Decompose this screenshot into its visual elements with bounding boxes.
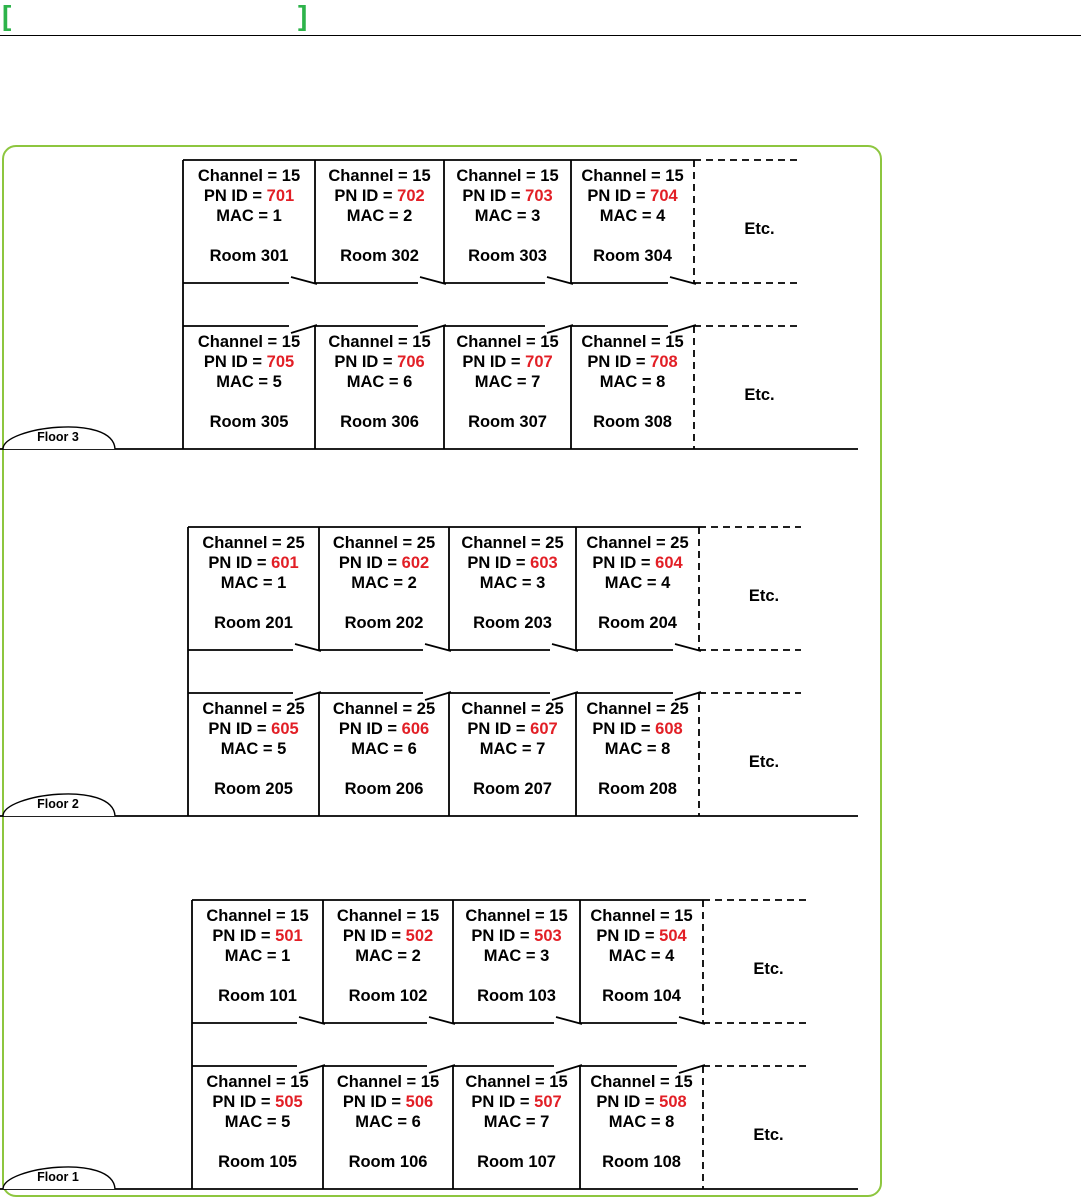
pn-id-label: PN ID = 707 bbox=[462, 353, 553, 371]
room-cell bbox=[586, 534, 688, 632]
room-cell bbox=[206, 907, 308, 1005]
mac-label: MAC = 5 bbox=[220, 740, 287, 758]
room-cell bbox=[586, 700, 688, 798]
channel-label: Channel = 15 bbox=[465, 1073, 568, 1091]
pn-id-label: PN ID = 606 bbox=[338, 720, 430, 738]
pn-id-value: 707 bbox=[525, 353, 553, 371]
etc-label: Etc. bbox=[748, 587, 780, 605]
door-icon bbox=[425, 692, 451, 700]
room-name: Room 107 bbox=[477, 1153, 556, 1171]
pn-id-value: 605 bbox=[271, 720, 299, 738]
mac-label: MAC = 4 bbox=[599, 207, 666, 225]
etc-label: Etc. bbox=[753, 1126, 784, 1144]
floor-label: Floor 1 bbox=[37, 1170, 79, 1184]
pn-id-value: 708 bbox=[650, 353, 678, 371]
channel-label: Channel = 15 bbox=[590, 1073, 693, 1091]
mac-label: MAC = 3 bbox=[483, 947, 550, 965]
room-name: Room 302 bbox=[340, 247, 419, 265]
pn-id-value: 603 bbox=[530, 554, 558, 572]
channel-label: Channel = 15 bbox=[206, 907, 309, 925]
room-name: Room 303 bbox=[468, 247, 547, 265]
channel-label: Channel = 15 bbox=[206, 1073, 309, 1091]
room-name: Room 206 bbox=[344, 780, 424, 798]
door-icon bbox=[429, 1017, 455, 1024]
mac-label: MAC = 8 bbox=[608, 1113, 675, 1131]
pn-id-value: 503 bbox=[534, 927, 562, 945]
pn-id-label: PN ID = 603 bbox=[467, 554, 558, 572]
room-name: Room 207 bbox=[473, 780, 552, 798]
channel-label: Channel = 15 bbox=[456, 333, 559, 351]
pn-id-value: 702 bbox=[397, 187, 425, 205]
room-name: Room 201 bbox=[214, 614, 293, 632]
door-icon bbox=[670, 325, 696, 333]
room-name: Room 202 bbox=[344, 614, 424, 632]
mac-label: MAC = 7 bbox=[474, 373, 541, 391]
channel-label: Channel = 25 bbox=[461, 700, 564, 718]
pn-id-label: PN ID = 503 bbox=[471, 927, 562, 945]
room-name: Room 304 bbox=[593, 247, 672, 265]
floor-3-group bbox=[0, 160, 858, 449]
room-name: Room 103 bbox=[477, 987, 556, 1005]
floor-1-group bbox=[0, 900, 858, 1189]
door-icon bbox=[556, 1065, 582, 1073]
channel-label: Channel = 15 bbox=[197, 167, 301, 185]
mac-label: MAC = 7 bbox=[479, 740, 546, 758]
room-name: Room 204 bbox=[598, 614, 677, 632]
room-cell bbox=[202, 700, 304, 798]
channel-label: Channel = 25 bbox=[332, 534, 436, 552]
pn-id-value: 601 bbox=[271, 554, 299, 572]
mac-label: MAC = 7 bbox=[483, 1113, 550, 1131]
channel-label: Channel = 15 bbox=[581, 333, 684, 351]
room-name: Room 106 bbox=[348, 1153, 428, 1171]
room-cell bbox=[328, 333, 430, 431]
pn-id-label: PN ID = 504 bbox=[596, 927, 687, 945]
etc-label: Etc. bbox=[744, 220, 775, 238]
pn-id-value: 703 bbox=[525, 187, 553, 205]
room-cell bbox=[202, 534, 304, 632]
door-icon bbox=[552, 692, 578, 700]
pn-id-label: PN ID = 605 bbox=[208, 720, 299, 738]
pn-id-label: PN ID = 506 bbox=[342, 1093, 434, 1111]
channel-label: Channel = 15 bbox=[465, 907, 568, 925]
door-icon bbox=[675, 692, 701, 700]
mac-label: MAC = 8 bbox=[599, 373, 666, 391]
pn-id-label: PN ID = 702 bbox=[334, 187, 425, 205]
room-cell bbox=[465, 907, 567, 1005]
pn-id-label: PN ID = 703 bbox=[462, 187, 553, 205]
channel-label: Channel = 25 bbox=[586, 700, 689, 718]
channel-label: Channel = 15 bbox=[581, 167, 684, 185]
room-name: Room 306 bbox=[340, 413, 419, 431]
pn-id-label: PN ID = 706 bbox=[334, 353, 425, 371]
mac-label: MAC = 5 bbox=[224, 1113, 291, 1131]
pn-id-value: 608 bbox=[655, 720, 683, 738]
door-icon bbox=[295, 644, 321, 651]
mac-label: MAC = 2 bbox=[346, 207, 413, 225]
room-cell bbox=[456, 333, 558, 431]
room-name: Room 205 bbox=[214, 780, 293, 798]
room-cell bbox=[581, 333, 683, 431]
channel-label: Channel = 25 bbox=[202, 534, 305, 552]
mac-label: MAC = 3 bbox=[479, 574, 546, 592]
room-name: Room 305 bbox=[209, 413, 289, 431]
floor-2-group bbox=[0, 527, 858, 816]
pn-id-value: 507 bbox=[534, 1093, 562, 1111]
pn-id-label: PN ID = 602 bbox=[338, 554, 430, 572]
room-cell bbox=[461, 534, 563, 632]
pn-id-value: 606 bbox=[401, 720, 430, 738]
pn-id-label: PN ID = 701 bbox=[203, 187, 295, 205]
mac-label: MAC = 4 bbox=[604, 574, 671, 592]
mac-label: MAC = 2 bbox=[351, 574, 417, 592]
door-icon bbox=[547, 277, 573, 284]
pn-id-value: 706 bbox=[397, 353, 425, 371]
mac-label: MAC = 6 bbox=[351, 740, 417, 758]
pn-id-value: 505 bbox=[275, 1093, 303, 1111]
mac-label: MAC = 1 bbox=[216, 207, 282, 225]
pn-id-value: 504 bbox=[659, 927, 687, 945]
mac-label: MAC = 1 bbox=[220, 574, 287, 592]
pn-id-value: 701 bbox=[266, 187, 295, 205]
room-name: Room 102 bbox=[348, 987, 428, 1005]
door-icon bbox=[420, 325, 446, 333]
room-cell bbox=[590, 1073, 692, 1171]
pn-id-label: PN ID = 705 bbox=[203, 353, 295, 371]
pn-id-value: 604 bbox=[655, 554, 683, 572]
pn-id-value: 508 bbox=[659, 1093, 687, 1111]
pn-id-label: PN ID = 502 bbox=[342, 927, 434, 945]
room-cell bbox=[581, 167, 683, 265]
floor-label: Floor 3 bbox=[37, 430, 79, 444]
pn-id-value: 602 bbox=[401, 554, 430, 572]
door-icon bbox=[291, 325, 317, 333]
mac-label: MAC = 4 bbox=[608, 947, 675, 965]
door-icon bbox=[299, 1065, 325, 1073]
channel-label: Channel = 25 bbox=[586, 534, 689, 552]
pn-id-value: 705 bbox=[266, 353, 295, 371]
pn-id-label: PN ID = 708 bbox=[587, 353, 678, 371]
door-icon bbox=[547, 325, 573, 333]
room-name: Room 108 bbox=[602, 1153, 681, 1171]
channel-label: Channel = 25 bbox=[332, 700, 436, 718]
room-cell bbox=[198, 167, 300, 265]
door-icon bbox=[295, 692, 321, 700]
pn-id-value: 607 bbox=[530, 720, 558, 738]
room-cell bbox=[337, 907, 439, 1005]
pn-id-label: PN ID = 505 bbox=[212, 1093, 303, 1111]
door-icon bbox=[425, 644, 451, 651]
channel-label: Channel = 15 bbox=[328, 167, 431, 185]
room-cell bbox=[456, 167, 558, 265]
room-name: Room 105 bbox=[218, 1153, 297, 1171]
channel-label: Channel = 15 bbox=[336, 1073, 440, 1091]
room-name: Room 203 bbox=[473, 614, 552, 632]
door-icon bbox=[291, 277, 317, 284]
pn-id-value: 704 bbox=[650, 187, 678, 205]
bracket-right: ] bbox=[298, 0, 308, 31]
door-icon bbox=[679, 1065, 705, 1073]
room-cell bbox=[198, 333, 300, 431]
room-name: Room 301 bbox=[209, 247, 289, 265]
pn-id-label: PN ID = 704 bbox=[587, 187, 678, 205]
door-icon bbox=[299, 1017, 325, 1024]
room-cell bbox=[206, 1073, 308, 1171]
mac-label: MAC = 6 bbox=[346, 373, 413, 391]
pn-id-value: 502 bbox=[405, 927, 434, 945]
mac-label: MAC = 2 bbox=[355, 947, 421, 965]
room-cell bbox=[333, 700, 435, 798]
mac-label: MAC = 8 bbox=[604, 740, 671, 758]
channel-label: Channel = 15 bbox=[590, 907, 693, 925]
pn-id-label: PN ID = 607 bbox=[467, 720, 558, 738]
room-name: Room 308 bbox=[593, 413, 672, 431]
room-cell bbox=[461, 700, 563, 798]
door-icon bbox=[552, 644, 578, 651]
room-cell bbox=[328, 167, 430, 265]
etc-label: Etc. bbox=[753, 960, 784, 978]
pn-id-label: PN ID = 604 bbox=[592, 554, 683, 572]
pn-id-value: 501 bbox=[275, 927, 303, 945]
mac-label: MAC = 3 bbox=[474, 207, 541, 225]
mac-label: MAC = 5 bbox=[216, 373, 282, 391]
etc-label: Etc. bbox=[744, 386, 775, 404]
room-cell bbox=[337, 1073, 439, 1171]
pn-id-label: PN ID = 601 bbox=[208, 554, 299, 572]
door-icon bbox=[679, 1017, 705, 1024]
door-icon bbox=[556, 1017, 582, 1024]
pn-id-label: PN ID = 501 bbox=[212, 927, 303, 945]
pn-id-label: PN ID = 608 bbox=[592, 720, 683, 738]
pn-id-value: 506 bbox=[405, 1093, 434, 1111]
etc-label: Etc. bbox=[748, 753, 780, 771]
bracket-left: [ bbox=[2, 0, 12, 31]
channel-label: Channel = 25 bbox=[202, 700, 305, 718]
pn-id-label: PN ID = 507 bbox=[471, 1093, 562, 1111]
door-icon bbox=[429, 1065, 455, 1073]
mac-label: MAC = 1 bbox=[224, 947, 291, 965]
channel-label: Channel = 15 bbox=[336, 907, 440, 925]
door-icon bbox=[420, 277, 446, 284]
channel-label: Channel = 15 bbox=[197, 333, 301, 351]
room-name: Room 208 bbox=[598, 780, 677, 798]
pn-id-label: PN ID = 508 bbox=[596, 1093, 687, 1111]
channel-label: Channel = 25 bbox=[461, 534, 564, 552]
mac-label: MAC = 6 bbox=[355, 1113, 421, 1131]
room-cell bbox=[333, 534, 435, 632]
room-name: Room 104 bbox=[602, 987, 681, 1005]
door-icon bbox=[670, 277, 696, 284]
room-cell bbox=[590, 907, 692, 1005]
room-cell bbox=[465, 1073, 567, 1171]
channel-label: Channel = 15 bbox=[328, 333, 431, 351]
room-name: Room 101 bbox=[218, 987, 297, 1005]
door-icon bbox=[675, 644, 701, 651]
room-name: Room 307 bbox=[468, 413, 547, 431]
floor-label: Floor 2 bbox=[37, 797, 79, 811]
channel-label: Channel = 15 bbox=[456, 167, 559, 185]
